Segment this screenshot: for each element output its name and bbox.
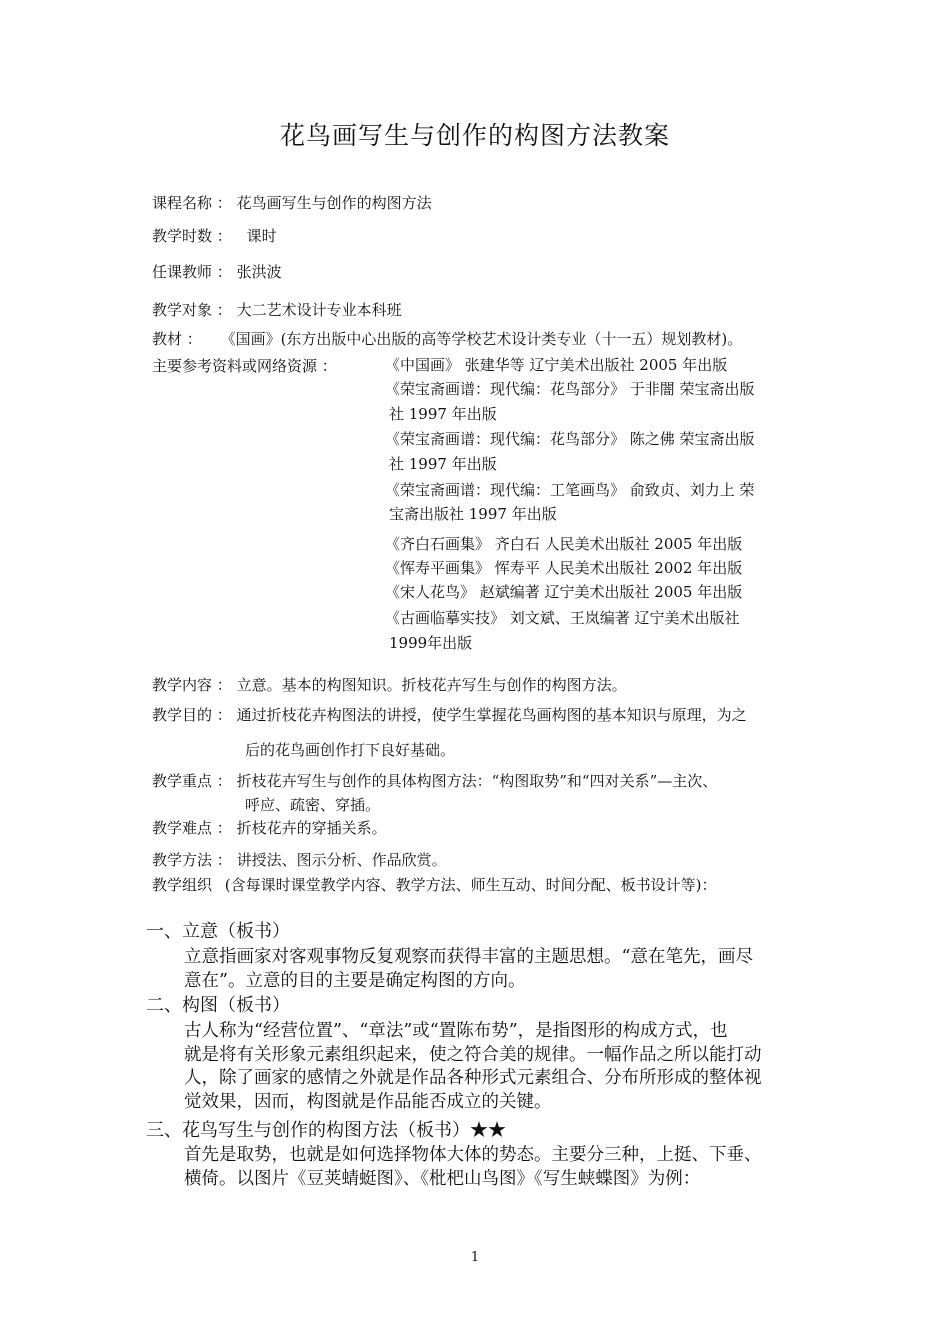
section-line: 横倚。以图片《豆荚蜻蜓图》、《枇杷山鸟图》《写生蛱蝶图》为例： — [184, 1168, 701, 1189]
section-line: 就是将有关形象元素组织起来，使之符合美的规律。一幅作品之所以能打动 — [184, 1044, 762, 1065]
teaching-hours-label: 教学时数 ： — [152, 227, 232, 245]
reference-line: 《荣宝斋画谱：现代编：工笔画鸟》 俞致贞、刘力上 荣 — [385, 481, 755, 499]
difficulty-row — [152, 819, 387, 837]
reference-line: 宝斋出版社 1997 年出版 — [389, 505, 557, 523]
organization-row — [152, 876, 717, 894]
reference-line: 社 1997 年出版 — [389, 455, 497, 473]
page-number: 1 — [470, 1250, 480, 1265]
document-title: 花鸟画写生与创作的构图方法教案 — [279, 121, 670, 150]
difficulty-label: 教学难点 ： — [152, 819, 232, 837]
section-line: 意在”。立意的目的主要是确定构图的方向。 — [184, 970, 526, 991]
textbook-row — [152, 330, 742, 348]
references-label: 主要参考资料或网络资源 ： — [152, 357, 337, 375]
goal-value: 通过折枝花卉构图法的讲授，使学生掌握花鸟画构图的基本知识与原理，为之 — [236, 706, 747, 724]
teacher-value: 张洪波 — [236, 263, 282, 281]
reference-line: 社 1997 年出版 — [389, 405, 497, 423]
course-name-label: 课程名称 ： — [152, 194, 232, 212]
reference-line: 《齐白石画集》 齐白石 人民美术出版社 2005 年出版 — [385, 535, 743, 553]
goal-continuation: 后的花鸟画创作打下良好基础。 — [245, 741, 456, 759]
content-value: 立意。基本的构图知识。折枝花卉写生与创作的构图方法。 — [236, 676, 627, 694]
section-line: 觉效果，因而，构图就是作品能否成立的关键。 — [184, 1091, 552, 1112]
section-body — [184, 1020, 808, 1114]
audience-row — [152, 301, 402, 319]
organization-label: 教学组织 — [152, 876, 213, 894]
focus-row — [152, 772, 717, 790]
method-value: 讲授法、图示分析、作品欣赏。 — [236, 851, 447, 869]
difficulty-value: 折枝花卉的穿插关系。 — [236, 819, 387, 837]
teacher-label: 任课教师 ： — [152, 263, 232, 281]
content-label: 教学内容 ： — [152, 676, 232, 694]
content-row — [152, 676, 627, 694]
reference-line: 《中国画》 张建华等 辽宁美术出版社 2005 年出版 — [385, 356, 728, 374]
textbook-value: 《国画》(东方出版中心出版的高等学校艺术设计类专业（十一五）规划教材)。 — [220, 330, 743, 348]
audience-value: 大二艺术设计专业本科班 — [236, 301, 402, 319]
goal-label: 教学目的 ： — [152, 706, 232, 724]
method-row — [152, 851, 447, 869]
teaching-hours-row — [152, 227, 277, 245]
section-line: 人，除了画家的感情之外就是作品各种形式元素组合、分布所形成的整体视 — [184, 1068, 762, 1088]
reference-line: 《宋人花鸟》 赵斌编著 辽宁美术出版社 2005 年出版 — [385, 583, 743, 601]
reference-line: 《荣宝斋画谱：现代编：花鸟部分》 陈之佛 荣宝斋出版 — [385, 430, 755, 448]
teaching-hours-value: 课时 — [246, 227, 277, 245]
focus-value: 折枝花卉写生与创作的具体构图方法：“构图取势”和“四对关系”—主次、 — [236, 772, 718, 790]
section-body — [184, 946, 808, 993]
section-body — [184, 1144, 808, 1191]
course-name-value: 花鸟画写生与创作的构图方法 — [236, 194, 432, 212]
section-line: 古人称为“经营位置”、“章法”或“置陈布势”，是指图形的构成方式，也 — [184, 1021, 728, 1041]
focus-label: 教学重点 ： — [152, 772, 232, 790]
reference-line: 《古画临摹实技》 刘文斌、王岚编著 辽宁美术出版社 — [385, 609, 740, 627]
course-name-row — [152, 194, 432, 212]
reference-line: 《荣宝斋画谱：现代编：花鸟部分》 于非闇 荣宝斋出版 — [385, 380, 755, 398]
method-label: 教学方法 ： — [152, 851, 232, 869]
section-heading: 一、立意（板书） — [146, 921, 290, 942]
section-heading: 三、花鸟写生与创作的构图方法（板书）★★ — [146, 1120, 506, 1141]
organization-value: (含每课时课堂教学内容、教学方法、师生互动、时间分配、板书设计等)： — [224, 876, 717, 894]
teacher-row — [152, 263, 282, 281]
textbook-label: 教材 ： — [152, 330, 202, 348]
section-line: 首先是取势，也就是如何选择物体大体的势态。主要分三种，上挺、下垂、 — [184, 1145, 762, 1165]
audience-label: 教学对象 ： — [152, 301, 232, 319]
reference-line: 1999年出版 — [389, 634, 473, 652]
section-line: 立意指画家对客观事物反复观察而获得丰富的主题思想。“意在笔先，画尽 — [184, 947, 753, 967]
focus-continuation: 呼应、疏密、穿插。 — [245, 796, 381, 814]
reference-line: 《恽寿平画集》 恽寿平 人民美术出版社 2002 年出版 — [385, 559, 743, 577]
goal-row — [152, 706, 747, 724]
section-heading: 二、构图（板书） — [146, 995, 290, 1016]
